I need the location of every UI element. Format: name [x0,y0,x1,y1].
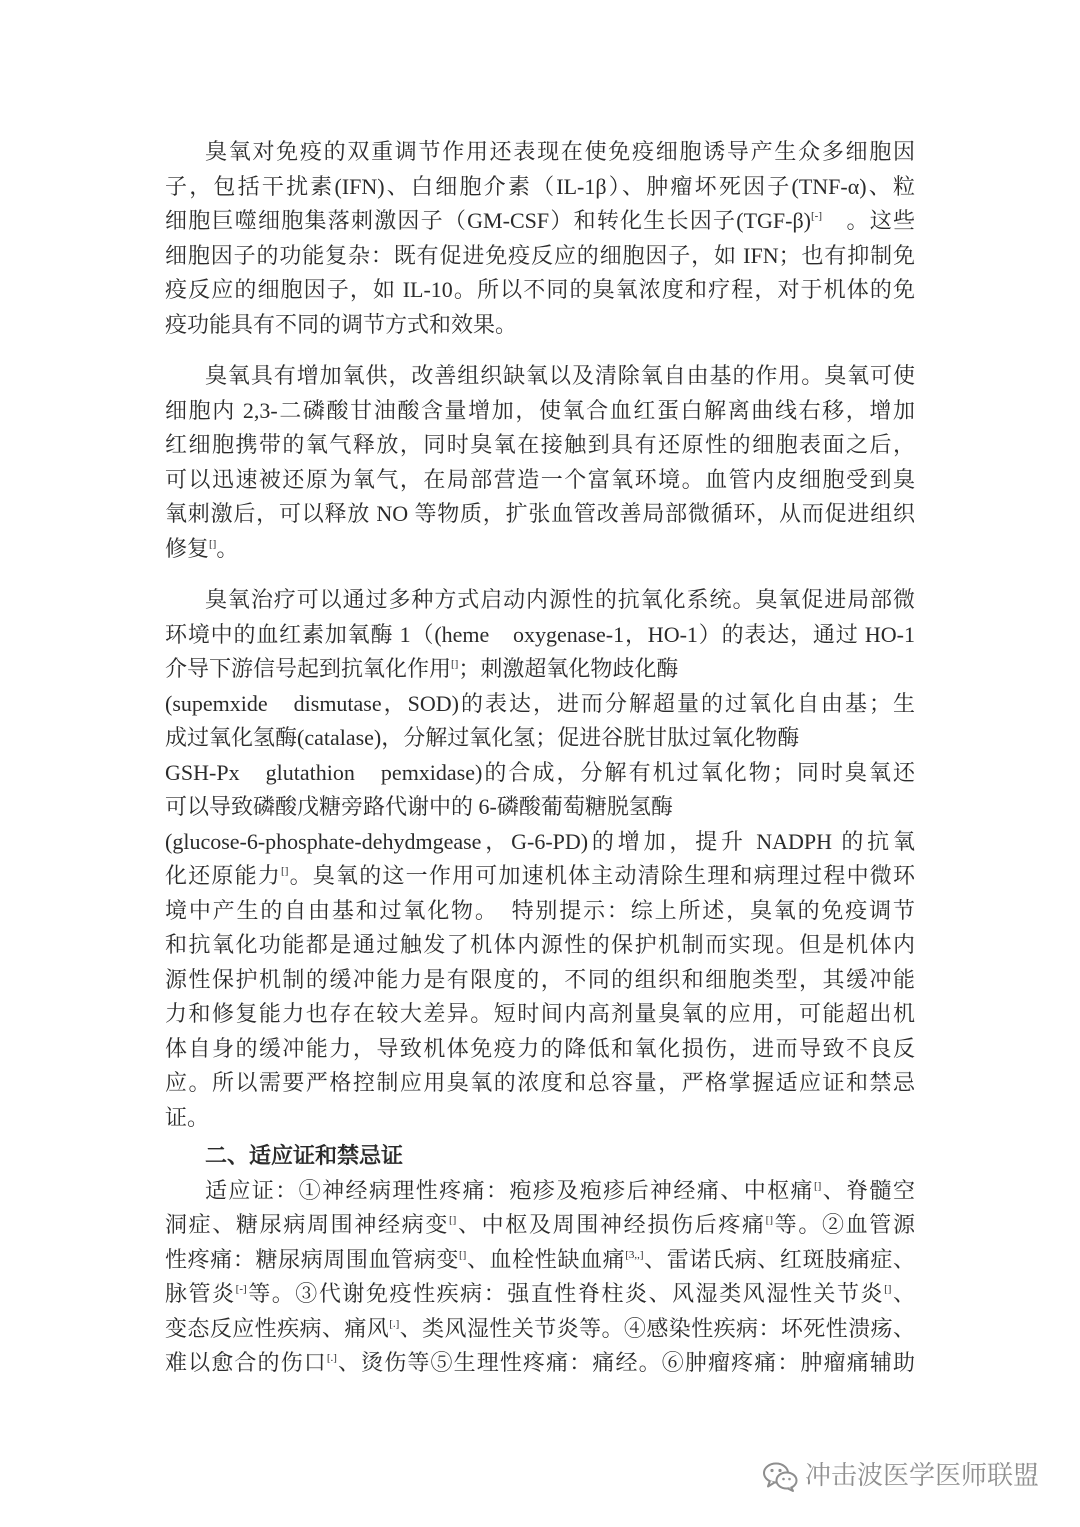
document-body [165,135,915,1398]
text-segment: 、烫伤等⑤生理性疼痛：痛经。⑥肿瘤疼痛：肿瘤痛辅助 [336,1350,915,1375]
paragraph-1 [165,135,915,342]
text-line: 成过氧化氢酶(catalase)，分解过氧化氢；促进谷胱甘肽过氧化物酶 [165,725,800,750]
text-line [165,859,915,894]
text-line: 子，包括干扰素(IFN)、白细胞介素（IL-1β）、肿瘤坏死因子(TNF-α)、粒 [165,173,915,199]
text-segment: 。 [216,535,239,561]
text-segment: 等。③代谢免疫性疾病：强直性脊柱炎、风湿类风湿性关节炎 [246,1281,885,1306]
text-segment: 、类风湿性关节炎等。④感染性疾病：坏死性溃疡、 [399,1315,915,1341]
text-line [165,1312,915,1347]
text-segment: 变态反应性疾病、痛风 [165,1315,390,1341]
citation-marker: [] [765,1214,773,1226]
citation-marker: [] [209,537,217,550]
citation-marker: [] [459,1248,467,1261]
text-line: 臭氧具有增加氧供，改善组织缺氧以及清除氧自由基的作用。臭氧可使 [205,363,915,388]
text-line: 可以导致磷酸戊糖旁路代谢中的 6-磷酸葡萄糖脱氢酶 [165,794,673,819]
text-segment: 细胞巨噬细胞集落刺激因子（GM-CSF）和转化生长因子(TGF-β) [165,208,812,233]
text-line [165,532,915,567]
text-segment: 适应证：①神经病理性疼痛：疱疹及疱疹后神经痛、中枢痛 [205,1177,814,1203]
text-segment: 难以愈合的伤口 [165,1350,327,1375]
text-segment: 等。②血管源 [772,1212,915,1237]
text-line: 和抗氧化功能都是通过触发了机体内源性的保护机制而实现。但是机体内 [165,932,915,957]
text-line: 疫反应的细胞因子，如 IL-10。所以不同的臭氧浓度和疗程，对于机体的免 [165,277,915,302]
text-line: 臭氧治疗可以通过多种方式启动内源性的抗氧化系统。臭氧促进局部微 [205,587,915,612]
text-line: 红细胞携带的氧气释放，同时臭氧在接触到具有还原性的细胞表面之后， [165,432,915,457]
text-segment: 化还原能力 [165,863,282,888]
text-segment: 。这些 [822,208,915,233]
citation-marker: [] [281,865,289,877]
text-segment: 性疼痛：糖尿病周围血管病变 [165,1246,459,1272]
text-line: 应。所以需要严格控制应用臭氧的浓度和总容量，严格掌握适应证和禁忌 [165,1070,915,1095]
text-line: 力和修复能力也存在较大差异。短时间内高剂量臭氧的应用，可能超出机 [165,1001,915,1026]
text-segment: 洞症、糖尿病周围神经病变 [165,1212,449,1237]
wechat-icon [762,1461,798,1493]
text-line: (glucose-6-phosphate-dehydmgease，G-6-PD)的增加，提升 NADPH 的抗氧 [165,828,915,854]
citation-marker: [] [449,1214,457,1226]
citation-marker: [] [813,1179,822,1192]
text-line: 环境中的血红素加氧酶 1（(heme oxygenase-1，HO-1）的表达，通过 HO-1 [165,621,915,647]
text-line: 细胞内 2,3-二磷酸甘油酸含量增加，使氧合血红蛋白解离曲线右移，增加 [165,397,915,423]
text-line [165,1208,915,1243]
citation-marker: [-] [811,210,823,222]
text-segment: 、中枢及周围神经损伤后疼痛 [456,1212,766,1237]
text-line: 证。 [165,1104,210,1130]
watermark-text: 冲击波医学医师联盟 [805,1461,1040,1491]
text-line: 臭氧对免疫的双重调节作用还表现在使免疫细胞诱导产生众多细胞因 [205,139,915,164]
text-segment: 、血栓性缺血痛 [466,1246,626,1272]
citation-marker: [.] [326,1352,337,1364]
text-line [165,1277,915,1312]
text-segment: 、脊髓空 [821,1177,915,1203]
citation-marker: [] [451,658,459,670]
citation-marker: [.] [389,1317,400,1330]
paragraph-3 [165,583,915,1135]
text-line: 氧刺激后，可以释放 NO 等物质，扩张血管改善局部微循环，从而促进组织 [165,501,915,526]
text-line: 疫功能具有不同的调节方式和效果。 [165,311,518,337]
text-line: GSH-Px glutathion pemxidase)的合成，分解有机过氧化物；同时臭氧还 [165,759,915,785]
paragraph-2 [165,359,915,566]
text-line: 细胞因子的功能复杂：既有促进免疫反应的细胞因子，如 IFN；也有抑制免 [165,242,915,268]
text-line: 境中产生的自由基和过氧化物。 特别提示：综上所述，臭氧的免疫调节 [165,897,915,923]
text-line [165,1174,915,1209]
text-segment: 脉管炎 [165,1281,236,1306]
text-line [165,1346,915,1381]
text-segment: 介导下游信号起到抗氧化作用 [165,656,452,681]
text-segment: 修复 [165,535,210,561]
text-line [165,204,915,239]
text-segment: 、 [891,1281,915,1306]
citation-marker: [3,,] [625,1248,644,1261]
text-line: 源性保护机制的缓冲能力是有限度的，不同的组织和细胞类型，其缓冲能 [165,966,915,992]
text-line: 可以迅速被还原为氧气，在局部营造一个富氧环境。血管内皮细胞受到臭 [165,466,915,492]
text-segment: 。臭氧的这一作用可加速机体主动清除生理和病理过程中微环 [288,863,915,888]
text-line: (supemxide dismutase，SOD)的表达，进而分解超量的过氧化自由基；生 [165,690,915,716]
paragraph-4 [165,1174,915,1381]
text-segment: 、雷诺氏病、红斑肢痛症、 [643,1246,915,1272]
text-segment: ；刺激超氧化物歧化酶 [458,656,679,681]
text-line [165,1243,915,1278]
text-line [165,652,915,687]
citation-marker: [] [884,1283,892,1295]
text-line: 体自身的缓冲能力，导致机体免疫力的降低和氧化损伤，进而导致不良反 [165,1035,915,1061]
citation-marker: [-] [235,1283,247,1295]
section-heading: 二、适应证和禁忌证 [205,1143,404,1168]
